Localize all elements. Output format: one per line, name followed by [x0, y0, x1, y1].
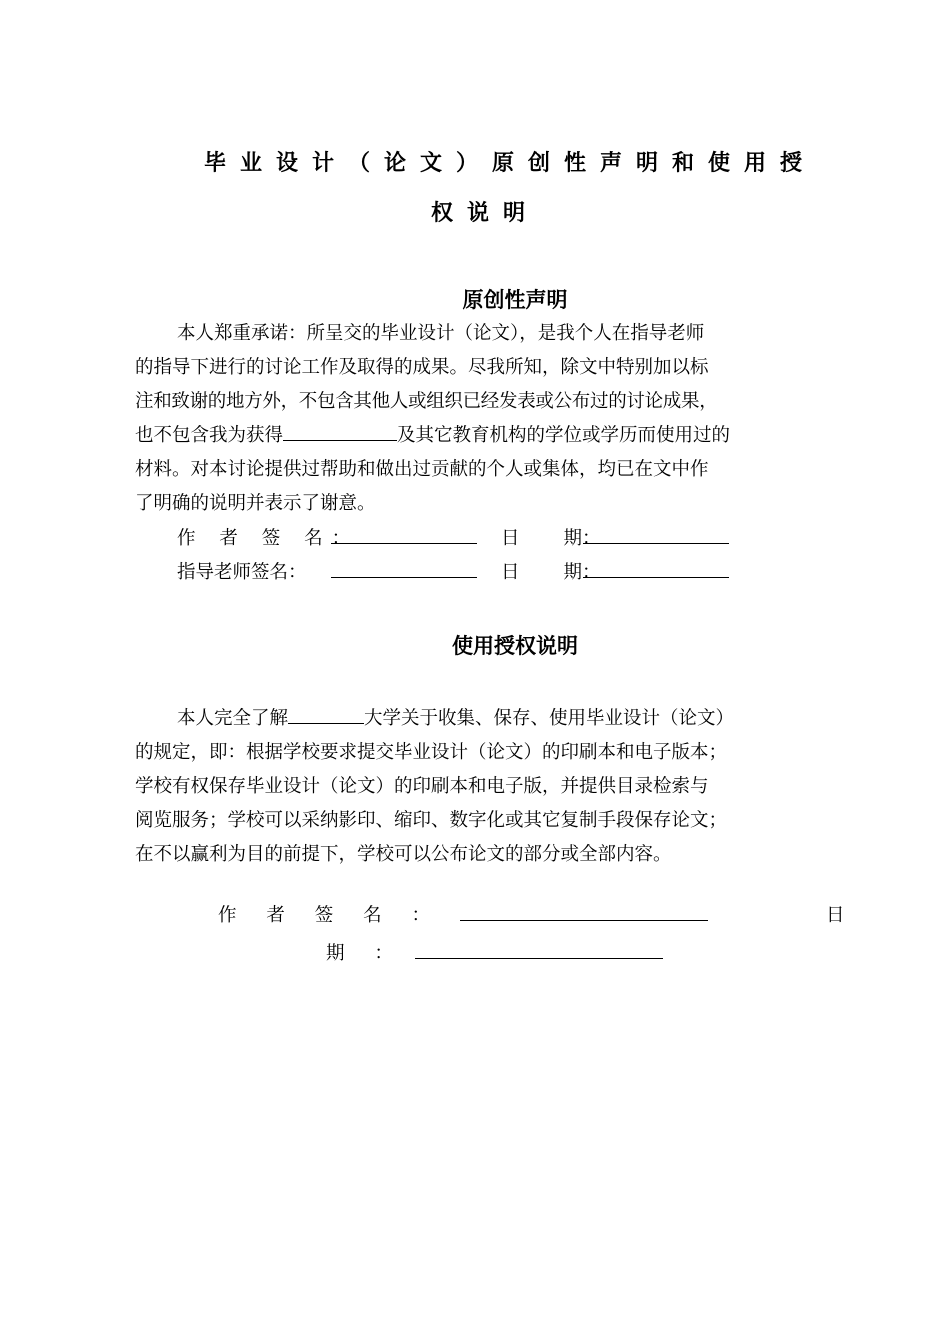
author-date-blank[interactable] — [583, 523, 729, 544]
authorization-line-1 — [135, 702, 855, 736]
authorization-date-row — [326, 938, 663, 965]
author-signature-label: 作 者 签 名： — [177, 528, 360, 549]
originality-line-2: 的指导下进行的讨论工作及取得的成果。尽我所知，除文中特别加以标 — [135, 357, 709, 378]
originality-line-1: 本人郑重承诺：所呈交的毕业设计（论文），是我个人在指导老师 — [177, 323, 705, 344]
authorization-date-char1: 日 — [826, 905, 845, 926]
date-char-qi: 期： — [563, 528, 601, 549]
advisor-signature-row — [177, 557, 729, 584]
advisor-signature-label: 指导老师签名： — [177, 562, 307, 583]
originality-heading: 原创性声明 — [462, 288, 568, 312]
author-signature-blank[interactable] — [331, 523, 477, 544]
date-char-qi: 期： — [563, 562, 601, 583]
originality-line-5: 材料。对本讨论提供过帮助和做出过贡献的个人或集体，均已在文中作 — [135, 459, 709, 480]
university-name-blank[interactable] — [288, 703, 364, 724]
authorization-statement — [135, 702, 855, 872]
document-title-line2: 权说明 — [430, 201, 539, 226]
authorization-line-1-after: 大学关于收集、保存、使用毕业设计（论文） — [364, 708, 735, 729]
authorization-line-5: 在不以赢利为目的前提下，学校可以公布论文的部分或全部内容。 — [135, 844, 672, 865]
advisor-date-blank[interactable] — [583, 557, 729, 578]
authorization-date-char2: 期 ： — [326, 943, 405, 964]
advisor-signature-blank[interactable] — [331, 557, 477, 578]
authorization-signature-row — [218, 900, 845, 927]
authorization-line-1-before: 本人完全了解 — [177, 708, 289, 729]
originality-line-4-after: 及其它教育机构的学位或学历而使用过的 — [397, 425, 731, 446]
authorization-line-3: 学校有权保存毕业设计（论文）的印刷本和电子版，并提供目录检索与 — [135, 776, 709, 797]
authorization-author-blank[interactable] — [460, 900, 708, 921]
degree-name-blank[interactable] — [283, 420, 397, 441]
originality-statement — [135, 317, 855, 521]
originality-line-6: 了明确的说明并表示了谢意。 — [135, 493, 376, 514]
advisor-date-label — [501, 558, 601, 584]
originality-line-3: 注和致谢的地方外，不包含其他人或组织已经发表或公布过的讨论成果， — [135, 391, 718, 412]
date-char-ri: 日 — [501, 528, 520, 549]
date-char-ri: 日 — [501, 562, 520, 583]
author-signature-row — [177, 523, 729, 550]
authorization-date-blank[interactable] — [415, 938, 663, 959]
authorization-author-label: 作 者 签 名 ： — [218, 905, 443, 926]
authorization-line-2: 的规定，即：根据学校要求提交毕业设计（论文）的印刷本和电子版本； — [135, 742, 728, 763]
originality-line-4-before: 也不包含我为获得 — [135, 425, 284, 446]
document-title-line1: 毕业设计（论文）原创性声明和使用授 — [203, 151, 816, 176]
authorization-heading: 使用授权说明 — [452, 634, 578, 658]
authorization-line-4: 阅览服务；学校可以采纳影印、缩印、数字化或其它复制手段保存论文； — [135, 810, 728, 831]
author-date-label — [501, 524, 601, 550]
originality-line-4 — [135, 419, 855, 453]
